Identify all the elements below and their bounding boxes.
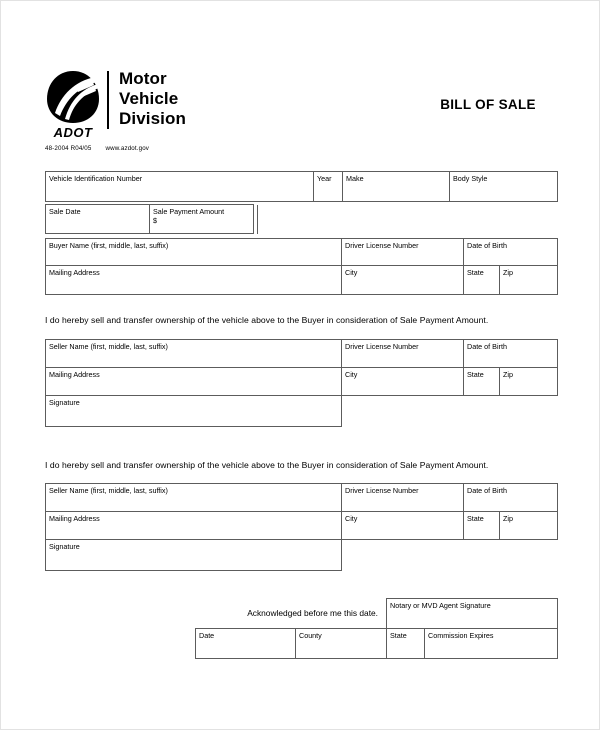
acknowledged-label: Acknowledged before me this date. (247, 607, 379, 618)
agency-line-1: Motor (119, 69, 167, 88)
transfer-statement-1: I do hereby sell and transfer ownership of the vehicle above to the Buyer in consideration of Sale Payment Amount. (45, 315, 489, 325)
table-row (46, 266, 558, 295)
buyer-zip-field[interactable]: Zip (500, 266, 558, 295)
logo-divider (107, 71, 109, 129)
table-row (46, 172, 558, 202)
year-field[interactable]: Year (314, 172, 343, 202)
table-row (196, 628, 558, 658)
notary-date-field[interactable]: Date (196, 628, 296, 658)
adot-logo-block (45, 69, 186, 141)
form-number: 48-2004 R04/05 (45, 145, 92, 152)
sale-date-field[interactable]: Sale Date (46, 205, 150, 234)
table-row (46, 540, 558, 571)
table-row (46, 512, 558, 540)
page-title: BILL OF SALE (440, 97, 536, 112)
buyer-dl-number-field[interactable]: Driver License Number (342, 239, 464, 266)
form-meta (45, 145, 149, 153)
currency-symbol: $ (153, 216, 157, 225)
seller-1-address-field[interactable]: Mailing Address (46, 368, 342, 396)
buyer-city-field[interactable]: City (342, 266, 464, 295)
seller-information-table-1 (45, 339, 558, 427)
body-style-field[interactable]: Body Style (450, 172, 558, 202)
seller-2-address-field[interactable]: Mailing Address (46, 512, 342, 540)
document-header (45, 69, 557, 161)
seller-1-city-field[interactable]: City (342, 368, 464, 396)
buyer-dob-field[interactable]: Date of Birth (464, 239, 558, 266)
notary-acknowledgement-table (195, 598, 558, 659)
transfer-statement-2: I do hereby sell and transfer ownership of the vehicle above to the Buyer in consideration of Sale Payment Amount. (45, 460, 489, 470)
table-row (46, 239, 558, 266)
make-field[interactable]: Make (343, 172, 450, 202)
seller-1-dob-field[interactable]: Date of Birth (464, 340, 558, 368)
vin-field[interactable]: Vehicle Identification Number (46, 172, 314, 202)
adot-logo-icon (45, 69, 101, 141)
seller-1-name-field[interactable]: Seller Name (first, middle, last, suffix) (46, 340, 342, 368)
notary-signature-field[interactable]: Notary or MVD Agent Signature (387, 599, 558, 629)
seller-1-signature-field[interactable]: Signature (46, 396, 342, 427)
buyer-address-field[interactable]: Mailing Address (46, 266, 342, 295)
table-row (46, 484, 558, 512)
notary-county-field[interactable]: County (296, 628, 387, 658)
seller-2-city-field[interactable]: City (342, 512, 464, 540)
table-row (46, 340, 558, 368)
table-row (46, 368, 558, 396)
seller-information-table-2 (45, 483, 558, 571)
agency-website[interactable]: www.azdot.gov (105, 145, 150, 152)
table-row (46, 396, 558, 427)
buyer-name-field[interactable]: Buyer Name (first, middle, last, suffix) (46, 239, 342, 266)
agency-name (119, 69, 186, 129)
vehicle-information-table (45, 171, 558, 202)
sale-details-table (45, 204, 258, 234)
seller-2-zip-field[interactable]: Zip (500, 512, 558, 540)
agency-line-2: Vehicle (119, 89, 179, 108)
buyer-information-table (45, 238, 558, 295)
sale-row-filler (254, 205, 258, 234)
seller-2-state-field[interactable]: State (464, 512, 500, 540)
buyer-state-field[interactable]: State (464, 266, 500, 295)
agency-line-3: Division (119, 109, 186, 128)
seller-2-dob-field[interactable]: Date of Birth (464, 484, 558, 512)
table-row (196, 599, 558, 629)
notary-commission-expires-field[interactable]: Commission Expires (425, 628, 558, 658)
seller-1-state-field[interactable]: State (464, 368, 500, 396)
seller-2-dl-number-field[interactable]: Driver License Number (342, 484, 464, 512)
seller-1-zip-field[interactable]: Zip (500, 368, 558, 396)
seller-2-signature-field[interactable]: Signature (46, 540, 342, 571)
seller-1-dl-number-field[interactable]: Driver License Number (342, 340, 464, 368)
table-row (46, 205, 258, 234)
sale-payment-amount-field[interactable]: Sale Payment Amount $ (150, 205, 254, 234)
svg-text:ADOT: ADOT (53, 125, 93, 140)
notary-state-field[interactable]: State (387, 628, 425, 658)
seller-2-name-field[interactable]: Seller Name (first, middle, last, suffix) (46, 484, 342, 512)
